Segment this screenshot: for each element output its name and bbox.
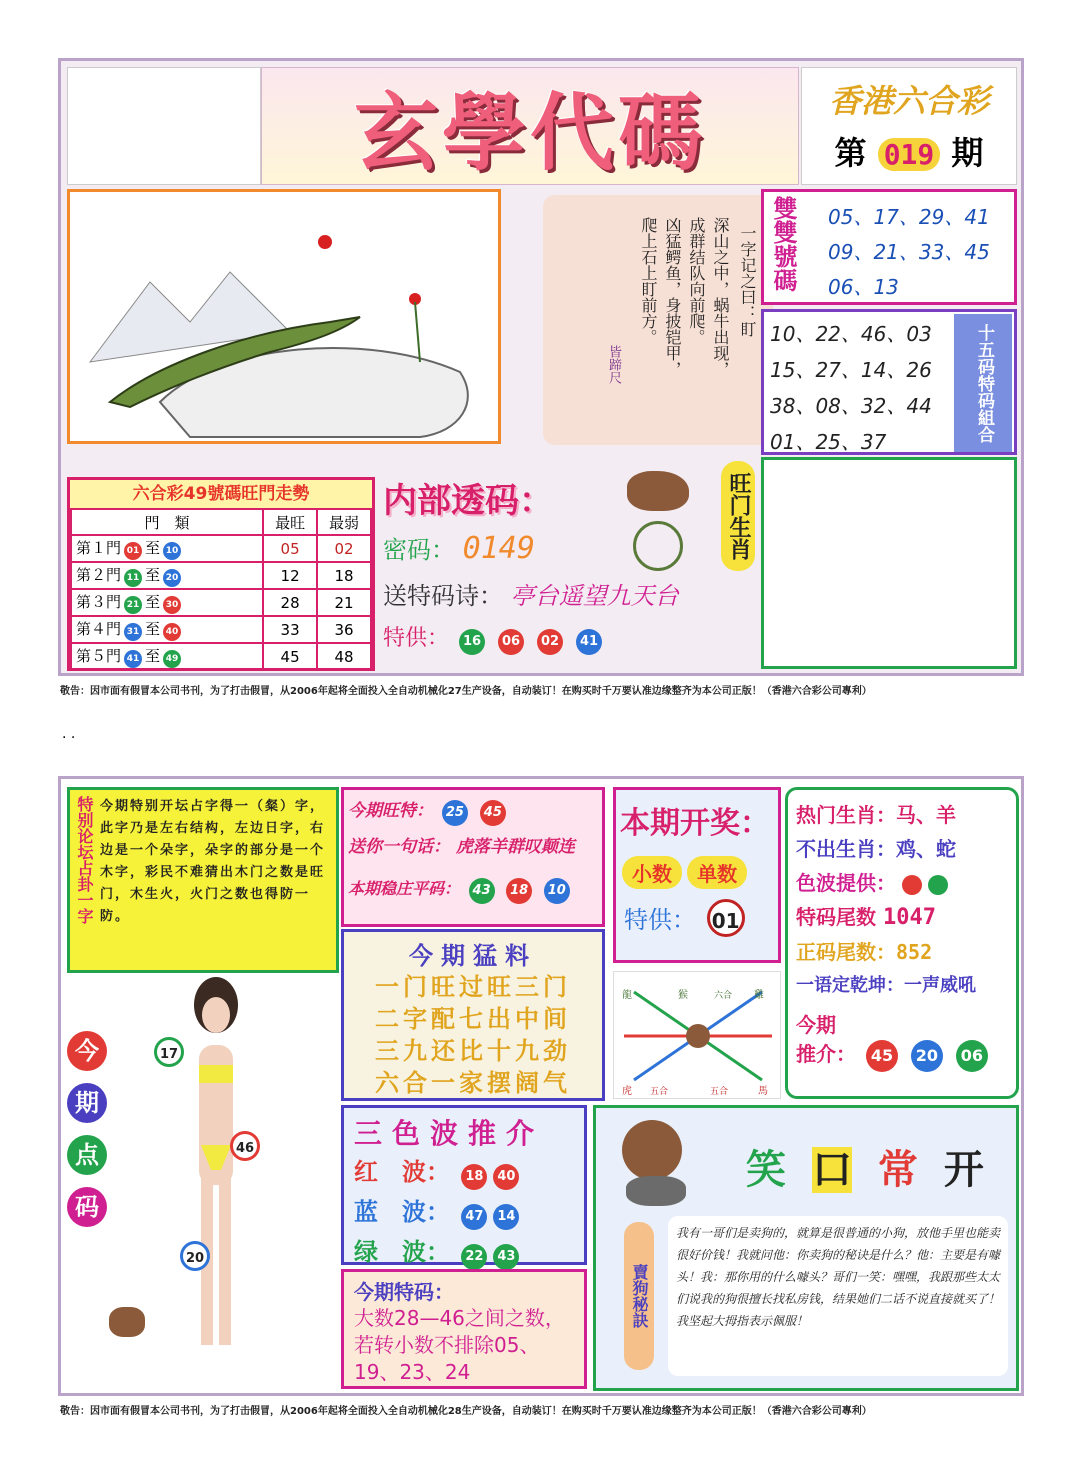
zheng-value: 852 <box>896 940 933 964</box>
special-numbers-box <box>761 309 1017 455</box>
hot-box <box>341 787 605 927</box>
compass-label: 猴 <box>678 990 688 1001</box>
wave-ball: 22 <box>461 1244 487 1270</box>
monkey-icon <box>622 1120 682 1180</box>
model-figure <box>171 975 261 1379</box>
forum-label: 特别论坛占卦一字 <box>75 796 94 924</box>
hot-label: 今期旺特： <box>348 801 433 821</box>
row-name: 第５門 <box>76 647 122 665</box>
material-line: 二字配七出中间 <box>375 1005 571 1033</box>
pig-icon <box>627 471 689 511</box>
riddle-sign: 皆蹄尺 <box>606 345 621 384</box>
wave-box <box>341 1105 587 1265</box>
money-bag-icon <box>626 1176 686 1206</box>
row-to: 10 <box>163 542 181 560</box>
poem-label: 送特码诗： <box>383 582 503 610</box>
table-row <box>71 616 371 643</box>
special-line-1: 10、22、46、03 <box>770 322 932 346</box>
word-value: 虎落羊群叹颠连 <box>455 837 575 857</box>
draw-special-label: 特供： <box>624 906 696 934</box>
hot-ball: 25 <box>442 800 468 826</box>
recommend-ball: 06 <box>956 1040 988 1072</box>
not-zodiac-value: 鸡、蛇 <box>896 837 956 861</box>
compass-label: 雞 <box>754 990 764 1001</box>
row-cold: 02 <box>317 535 371 562</box>
brand-box <box>801 67 1017 185</box>
table-row <box>71 589 371 616</box>
kill-label: 雙雙號碼 <box>769 196 797 292</box>
pick-char: 点 <box>67 1135 107 1175</box>
special-numbers <box>770 316 932 460</box>
trend-table-box <box>67 477 375 671</box>
secret-value: 0149 <box>462 531 535 566</box>
row-from: 21 <box>124 596 142 614</box>
kill-numbers <box>828 200 990 305</box>
draw-title: 本期开奖： <box>620 806 770 841</box>
issue-number: 019 <box>878 138 941 171</box>
page-title: 玄學代碼 <box>353 82 706 182</box>
kill-line-3: 06、13 <box>828 275 899 299</box>
model-ball: 17 <box>154 1037 184 1067</box>
row-to-label: 至 <box>145 566 161 584</box>
laugh-char: 开 <box>943 1147 984 1193</box>
special-line-3: 38、08、32、44 <box>770 394 932 418</box>
wave-ball: 43 <box>493 1244 519 1270</box>
row-name: 第３門 <box>76 593 122 611</box>
teji-text: 大数28—46之间之数，若转小数不排除05、19、23、24 <box>354 1306 565 1384</box>
material-title: 今期猛料 <box>409 942 537 970</box>
separator-dots: . . <box>62 726 76 742</box>
tail-value: 1047 <box>882 905 936 930</box>
wave-ball: 47 <box>461 1204 487 1230</box>
pick-char: 期 <box>67 1083 107 1123</box>
header-cold: 最弱 <box>317 509 371 535</box>
yiyu-value: 一声威吼 <box>904 975 976 996</box>
top-footer: 敬告：因市面有假冒本公司书刊，为了打击假冒，从2006年起将全面投入全自动机械化27生产设备，自动装订！在购买时千万要认准边缘整齐为本公司正版！（香港六合彩公司專利） <box>60 686 872 697</box>
row-to-label: 至 <box>145 539 161 557</box>
wave-ball: 18 <box>461 1164 487 1190</box>
bottom-footer: 敬告：因市面有假冒本公司书刊，为了打击假冒，从2006年起将全面投入全自动机械化28生产设备，自动装订！在购买时千万要认准边缘整齐为本公司正版！（香港六合彩公司專利） <box>60 1406 872 1417</box>
material-line: 六合一家摆阔气 <box>375 1069 571 1097</box>
not-zodiac-label: 不出生肖： <box>796 837 896 861</box>
trend-table <box>70 508 372 671</box>
table-row <box>71 535 371 562</box>
special-ball: 41 <box>576 629 602 655</box>
inside-title: 内部透码： <box>383 481 553 521</box>
pick-char: 今 <box>67 1031 107 1071</box>
riddle-line-1: 深山之中，蜗牛出现， <box>711 217 730 377</box>
issue-prefix: 第 <box>834 134 867 172</box>
row-hot: 12 <box>263 562 317 589</box>
model-ball: 20 <box>180 1241 210 1271</box>
crocodile-picture <box>67 189 501 444</box>
row-cold: 48 <box>317 643 371 670</box>
poem-value: 亭台遥望九天台 <box>510 582 679 610</box>
story-label: 賣狗秘訣 <box>624 1222 654 1370</box>
row-name: 第４門 <box>76 620 122 638</box>
material-line: 一门旺过旺三门 <box>375 973 571 1001</box>
laugh-char: 常 <box>877 1147 918 1193</box>
draw-single: 单数 <box>687 856 747 889</box>
green-dot <box>928 875 948 895</box>
table-row <box>71 562 371 589</box>
laugh-box <box>593 1105 1019 1391</box>
bottom-panel <box>58 776 1024 1396</box>
kill-line-2: 09、21、33、45 <box>828 240 990 264</box>
pick-chars <box>67 1031 117 1227</box>
compass-label: 五合 <box>650 1087 669 1097</box>
recommend-ball: 20 <box>911 1040 943 1072</box>
title-banner <box>261 67 799 185</box>
hot-zodiac-value: 马、羊 <box>896 803 956 827</box>
special-line-4: 01、25、37 <box>770 430 887 454</box>
row-to-label: 至 <box>145 620 161 638</box>
red-dot <box>902 875 922 895</box>
word-label: 送你一句话： <box>348 837 450 857</box>
special-ball: 02 <box>537 629 563 655</box>
secret-label: 密码： <box>383 536 455 564</box>
row-from: 31 <box>124 623 142 641</box>
forum-box <box>67 787 339 973</box>
row-name: 第２門 <box>76 566 122 584</box>
wave-name: 绿 波： <box>354 1238 450 1266</box>
draw-small: 小数 <box>622 856 682 889</box>
recommend-label-2: 推介： <box>796 1042 856 1066</box>
wave-title: 三色波推介 <box>354 1117 545 1150</box>
stable-ball: 18 <box>506 878 532 904</box>
laugh-char: 口 <box>811 1147 852 1193</box>
recommend-ball: 45 <box>866 1040 898 1072</box>
row-name: 第１門 <box>76 539 122 557</box>
tail-label: 特码尾数 <box>796 905 876 929</box>
trend-table-title: 六合彩49號碼旺門走勢 <box>70 480 372 508</box>
riddle-title: 一字记之曰：盯 <box>738 225 757 337</box>
top-panel <box>58 58 1024 676</box>
row-to-label: 至 <box>145 647 161 665</box>
zodiac-box <box>785 787 1019 1099</box>
wangmen-label: 旺门生肖 <box>721 461 755 571</box>
special-line-2: 15、27、14、26 <box>770 358 932 382</box>
kill-line-1: 05、17、29、41 <box>828 205 990 229</box>
yiyu-label: 一语定乾坤： <box>796 975 904 996</box>
row-hot: 45 <box>263 643 317 670</box>
material-box <box>341 929 605 1101</box>
riddle-line-3: 凶猛鳄鱼，身披铠甲， <box>663 217 682 377</box>
wave-name: 蓝 波： <box>354 1198 450 1226</box>
compass-label: 龍 <box>622 990 632 1001</box>
row-to: 20 <box>163 569 181 587</box>
kill-numbers-box <box>761 189 1017 305</box>
compass-label: 五合 <box>710 1087 729 1097</box>
hot-ball: 45 <box>480 800 506 826</box>
compass-box <box>613 971 781 1099</box>
row-to-label: 至 <box>145 593 161 611</box>
laugh-title <box>746 1138 984 1195</box>
row-to: 49 <box>163 650 181 668</box>
material-line: 三九还比十九劲 <box>375 1037 571 1065</box>
riddle-scroll <box>543 195 773 445</box>
compass-label: 虎 <box>622 1086 632 1097</box>
special-offer-label: 特供： <box>383 626 450 651</box>
zheng-label: 正码尾数： <box>796 940 896 964</box>
row-hot: 33 <box>263 616 317 643</box>
teji-title: 今期特码： <box>354 1280 454 1304</box>
row-from: 11 <box>124 569 142 587</box>
row-cold: 36 <box>317 616 371 643</box>
pick-char: 码 <box>67 1187 107 1227</box>
goat-icon <box>109 1307 145 1337</box>
blank-right-box <box>761 457 1017 669</box>
stable-label: 本期稳庄平码： <box>348 879 461 898</box>
wave-ball: 14 <box>493 1204 519 1230</box>
special-label: 十五码特码組合 <box>954 314 1012 452</box>
special-ball: 06 <box>498 629 524 655</box>
wave-name: 红 波： <box>354 1158 450 1186</box>
color-label: 色波提供： <box>796 871 896 895</box>
draw-box <box>613 787 781 963</box>
stable-ball: 10 <box>544 878 570 904</box>
model-ball: 46 <box>230 1131 260 1161</box>
story-text: 我有一哥们是卖狗的，就算是很普通的小狗，放他手里也能卖很好价钱！我就问他：你卖狗的秘诀是什么？他：主要是有噱头！我：那你用的什么噱头？哥们一笑：嘿嘿，我跟那些太太们说我的狗很擅长找私房钱，结果她们二话不说直接就买了！我坚起大拇指表示佩服！ <box>668 1216 1008 1376</box>
riddle-line-4: 爬上石上盯前方。 <box>639 217 658 345</box>
recommend-label-1: 今期 <box>796 1013 836 1037</box>
header-hot: 最旺 <box>263 509 317 535</box>
row-to: 30 <box>163 596 181 614</box>
row-hot: 28 <box>263 589 317 616</box>
header-category: 門 類 <box>71 509 263 535</box>
row-cold: 18 <box>317 562 371 589</box>
crocodile-illustration <box>70 192 498 441</box>
riddle-line-2: 成群结队向前爬。 <box>687 217 706 345</box>
laugh-char: 笑 <box>746 1147 786 1193</box>
row-from: 41 <box>124 650 142 668</box>
forum-text: 今期特别开坛占字得一（粲）字，此字乃是左右结构，左边日字，右边是一个朵字，朵字的部分是一个木字，彩民不难猜出木门之数是旺门，木生火，火门之数也得防一防。 <box>100 799 326 924</box>
brand-name: 香港六合彩 <box>828 82 989 120</box>
dragon-icon <box>633 521 683 571</box>
row-to: 40 <box>163 623 181 641</box>
issue-line <box>802 128 1016 174</box>
table-row <box>71 643 371 670</box>
row-from: 01 <box>124 542 142 560</box>
teji-box <box>341 1269 587 1389</box>
inside-code-area <box>383 473 753 673</box>
row-cold: 21 <box>317 589 371 616</box>
stable-ball: 43 <box>469 878 495 904</box>
issue-suffix: 期 <box>951 134 984 172</box>
row-hot: 05 <box>263 535 317 562</box>
header-blank <box>67 67 261 185</box>
draw-special-ball: 01 <box>707 899 745 937</box>
hot-zodiac-label: 热门生肖： <box>796 803 896 827</box>
compass-label: 六合 <box>714 991 733 1001</box>
wave-ball: 40 <box>493 1164 519 1190</box>
special-ball: 16 <box>459 629 485 655</box>
compass-label: 馬 <box>758 1086 768 1097</box>
